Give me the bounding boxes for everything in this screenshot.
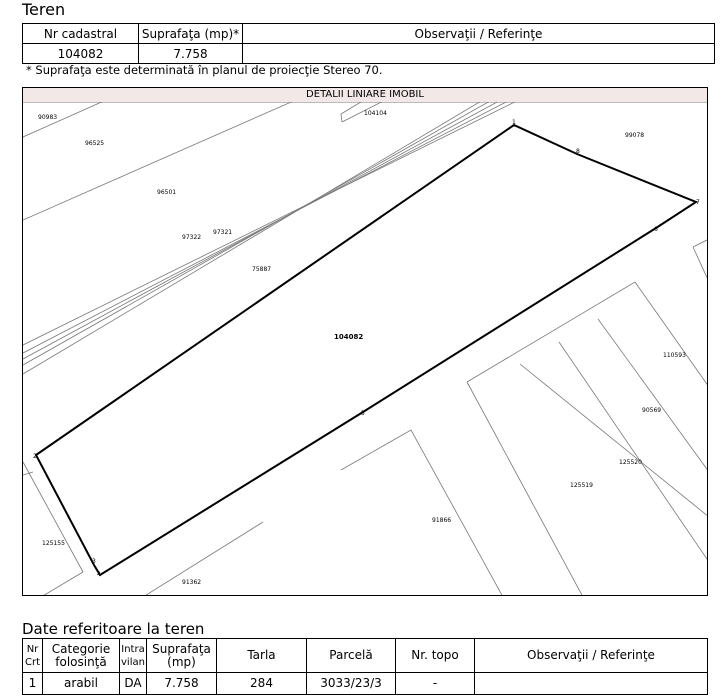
parcel-label: 110593 <box>663 352 686 359</box>
cell-suprafata: 7.758 <box>139 44 243 64</box>
vertex-label: 2 <box>33 453 37 460</box>
header-categorie: Categorie folosinţă <box>43 639 120 673</box>
header-parcela: Parcelă <box>307 639 396 673</box>
parcel-label-main: 104082 <box>334 333 364 341</box>
parcel-label: 99078 <box>625 132 645 139</box>
header-intravilan: Intra vilan <box>120 639 147 673</box>
map-header: DETALII LINIARE IMOBIL <box>23 88 707 103</box>
vertex-label: 3 <box>92 558 96 565</box>
cell-intravilan: DA <box>120 673 147 695</box>
date-table <box>22 638 708 695</box>
cell-nr-topo: - <box>396 673 475 695</box>
cell-categorie: arabil <box>43 673 120 695</box>
surface-note: * Suprafaţa este determinată în planul de proiecţie Stereo 70. <box>26 63 383 77</box>
teren-table <box>22 23 715 64</box>
table-row <box>23 673 708 695</box>
parcel-label: 97321 <box>213 229 233 236</box>
vertex-label: 6 <box>654 226 658 233</box>
parcel-label: 104104 <box>364 110 387 117</box>
parcel-label: 96525 <box>85 140 105 147</box>
table-header-row <box>23 24 715 44</box>
vertex-label: 8 <box>576 148 580 155</box>
cell-nr-crt: 1 <box>23 673 43 695</box>
header-nr-crt: Nr Crt <box>23 639 43 673</box>
parcel-label: 90569 <box>642 407 662 414</box>
vertex-label: 7 <box>696 199 700 206</box>
cell-nr-cadastral: 104082 <box>23 44 139 64</box>
vertex-label: 5 <box>361 410 365 417</box>
section-title-date: Date referitoare la teren <box>22 620 205 638</box>
parcel-label: 75887 <box>252 266 272 273</box>
parcel-label: 97322 <box>182 234 202 241</box>
parcel-104082-outline <box>36 125 696 575</box>
cell-tarla: 284 <box>217 673 307 695</box>
cadastral-map <box>22 87 708 596</box>
parcel-label: 96501 <box>157 189 177 196</box>
parcel-label: 125520 <box>619 459 642 466</box>
map-drawing <box>23 102 708 596</box>
parcel-label: 125155 <box>42 540 65 547</box>
header-observatii: Observaţii / Referinţe <box>243 24 715 44</box>
parcel-label: 125519 <box>570 482 593 489</box>
cell-parcela: 3033/23/3 <box>307 673 396 695</box>
neighbor-parcel-lines <box>23 102 708 596</box>
vertex-label: 1 <box>512 119 516 126</box>
header-nr-topo: Nr. topo <box>396 639 475 673</box>
header-suprafata: Suprafaţa (mp)* <box>139 24 243 44</box>
parcel-label: 91362 <box>182 579 202 586</box>
cell-observatii <box>475 673 708 695</box>
vertex-labels <box>33 119 700 578</box>
parcel-label: 91866 <box>432 517 452 524</box>
parcel-labels <box>38 110 686 586</box>
table-row <box>23 44 715 64</box>
cell-observatii <box>243 44 715 64</box>
vertex-label: 4 <box>97 571 101 578</box>
cell-suprafata: 7.758 <box>147 673 217 695</box>
header-nr-cadastral: Nr cadastral <box>23 24 139 44</box>
header-tarla: Tarla <box>217 639 307 673</box>
table-header-row <box>23 639 708 673</box>
header-observatii: Observaţii / Referinţe <box>475 639 708 673</box>
section-title-teren: Teren <box>22 0 66 19</box>
header-suprafata: Suprafaţa (mp) <box>147 639 217 673</box>
parcel-label: 90983 <box>38 114 58 121</box>
